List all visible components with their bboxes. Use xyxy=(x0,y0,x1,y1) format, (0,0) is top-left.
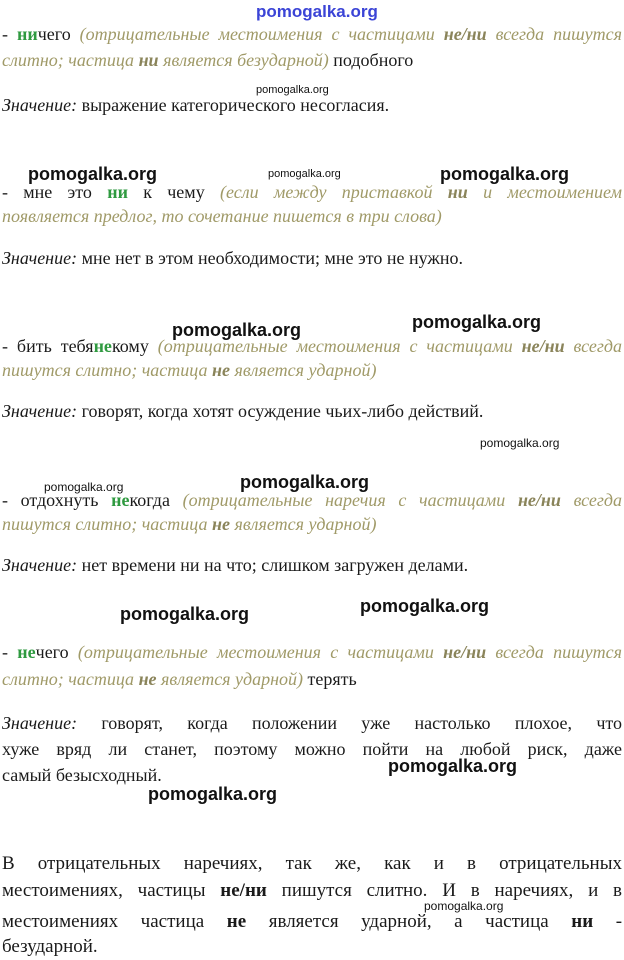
summary-line4: безударной. xyxy=(2,936,98,957)
watermark: pomogalka.org xyxy=(424,899,504,913)
entry3-line2: пишутся слитно; частица не является ударной) xyxy=(2,360,377,380)
entry5-meaning-2: хуже вряд ли станет, поэтому можно пойти на любой риск, даже xyxy=(2,739,622,759)
particle-highlight: не xyxy=(93,336,112,356)
watermark-top: pomogalka.org xyxy=(256,2,378,21)
particle-highlight: ни xyxy=(16,24,38,44)
entry4-meaning xyxy=(2,553,622,577)
watermark: pomogalka.org xyxy=(120,604,250,624)
watermark: pomogalka.org xyxy=(412,312,542,332)
meaning-text: говорят, когда хотят осуждение чьих-либо действий. xyxy=(81,401,484,421)
entry3-meaning xyxy=(2,399,622,423)
meaning-text: мне нет в этом необходимости; мне это не нужно. xyxy=(81,248,463,268)
word-rest: чего xyxy=(37,24,71,44)
meaning-label: Значение: xyxy=(2,248,78,268)
watermark: pomogalka.org xyxy=(44,480,124,494)
watermark: pomogalka.org xyxy=(360,596,490,616)
summary-line2: местоимениях, частицы не/ни пишутся слитно. И в наречиях, и в xyxy=(2,880,622,901)
entry2-line1: - мне это ни к чему (если между приставкой ни и местоимением xyxy=(2,182,623,202)
meaning-label: Значение: xyxy=(2,401,78,421)
entry2-line2: появляется предлог, то сочетание пишется в три слова) xyxy=(2,206,442,226)
entry4-line2: пишутся слитно; частица не является ударной) xyxy=(2,514,377,534)
meaning-label: Значение: xyxy=(2,95,78,115)
entry4-line1: - отдохнуть некогда (отрицательные наречия с частицами не/ни всегда xyxy=(2,490,623,510)
particle-highlight: не xyxy=(17,642,36,662)
watermark: pomogalka.org xyxy=(28,164,158,184)
watermark: pomogalka.org xyxy=(172,320,302,340)
entry1-line1 xyxy=(2,22,622,46)
meaning-text: выражение категорического несогласия. xyxy=(81,95,390,115)
watermark: pomogalka.org xyxy=(480,436,560,450)
entry1-meaning xyxy=(2,93,622,117)
particle-highlight: не xyxy=(111,490,130,510)
summary-line3: местоимениях частица не является ударной, а частица ни - xyxy=(2,911,623,932)
entry5-line2: слитно; частица не является ударной) терять xyxy=(2,669,357,689)
meaning-label: Значение: xyxy=(2,555,78,575)
meaning-label: Значение: xyxy=(2,713,78,733)
watermark: pomogalka.org xyxy=(268,168,341,180)
entry5-line1: - нечего (отрицательные местоимения с частицами не/ни всегда пишутся xyxy=(2,642,623,662)
watermark: pomogalka.org xyxy=(388,756,518,776)
watermark: pomogalka.org xyxy=(256,84,329,96)
watermark: pomogalka.org xyxy=(148,784,278,804)
meaning-text: нет времени ни на что; слишком загружен делами. xyxy=(81,555,469,575)
entry2-meaning xyxy=(2,246,622,270)
grammar-note: (отрицательные местоимения с частицами не/ни всегда пишутся xyxy=(79,24,623,44)
entry5-meaning-3: самый безысходный. xyxy=(2,765,162,785)
particle-highlight: ни xyxy=(107,182,128,202)
watermark: pomogalka.org xyxy=(440,164,570,184)
summary-line1: В отрицательных наречиях, так же, как и в отрицательных xyxy=(2,853,622,874)
watermark: pomogalka.org xyxy=(240,472,370,492)
entry1-line2: слитно; частица ни является безударной) подобного xyxy=(2,50,414,70)
entry3-line1: - бить тебянекому (отрицательные местоимения с частицами не/ни всегда xyxy=(2,336,622,356)
entry5-meaning-1: Значение: говорят, когда положении уже настолько плохое, что xyxy=(2,713,622,733)
dash: - xyxy=(2,24,8,44)
phrase-tail: подобного xyxy=(333,50,414,70)
